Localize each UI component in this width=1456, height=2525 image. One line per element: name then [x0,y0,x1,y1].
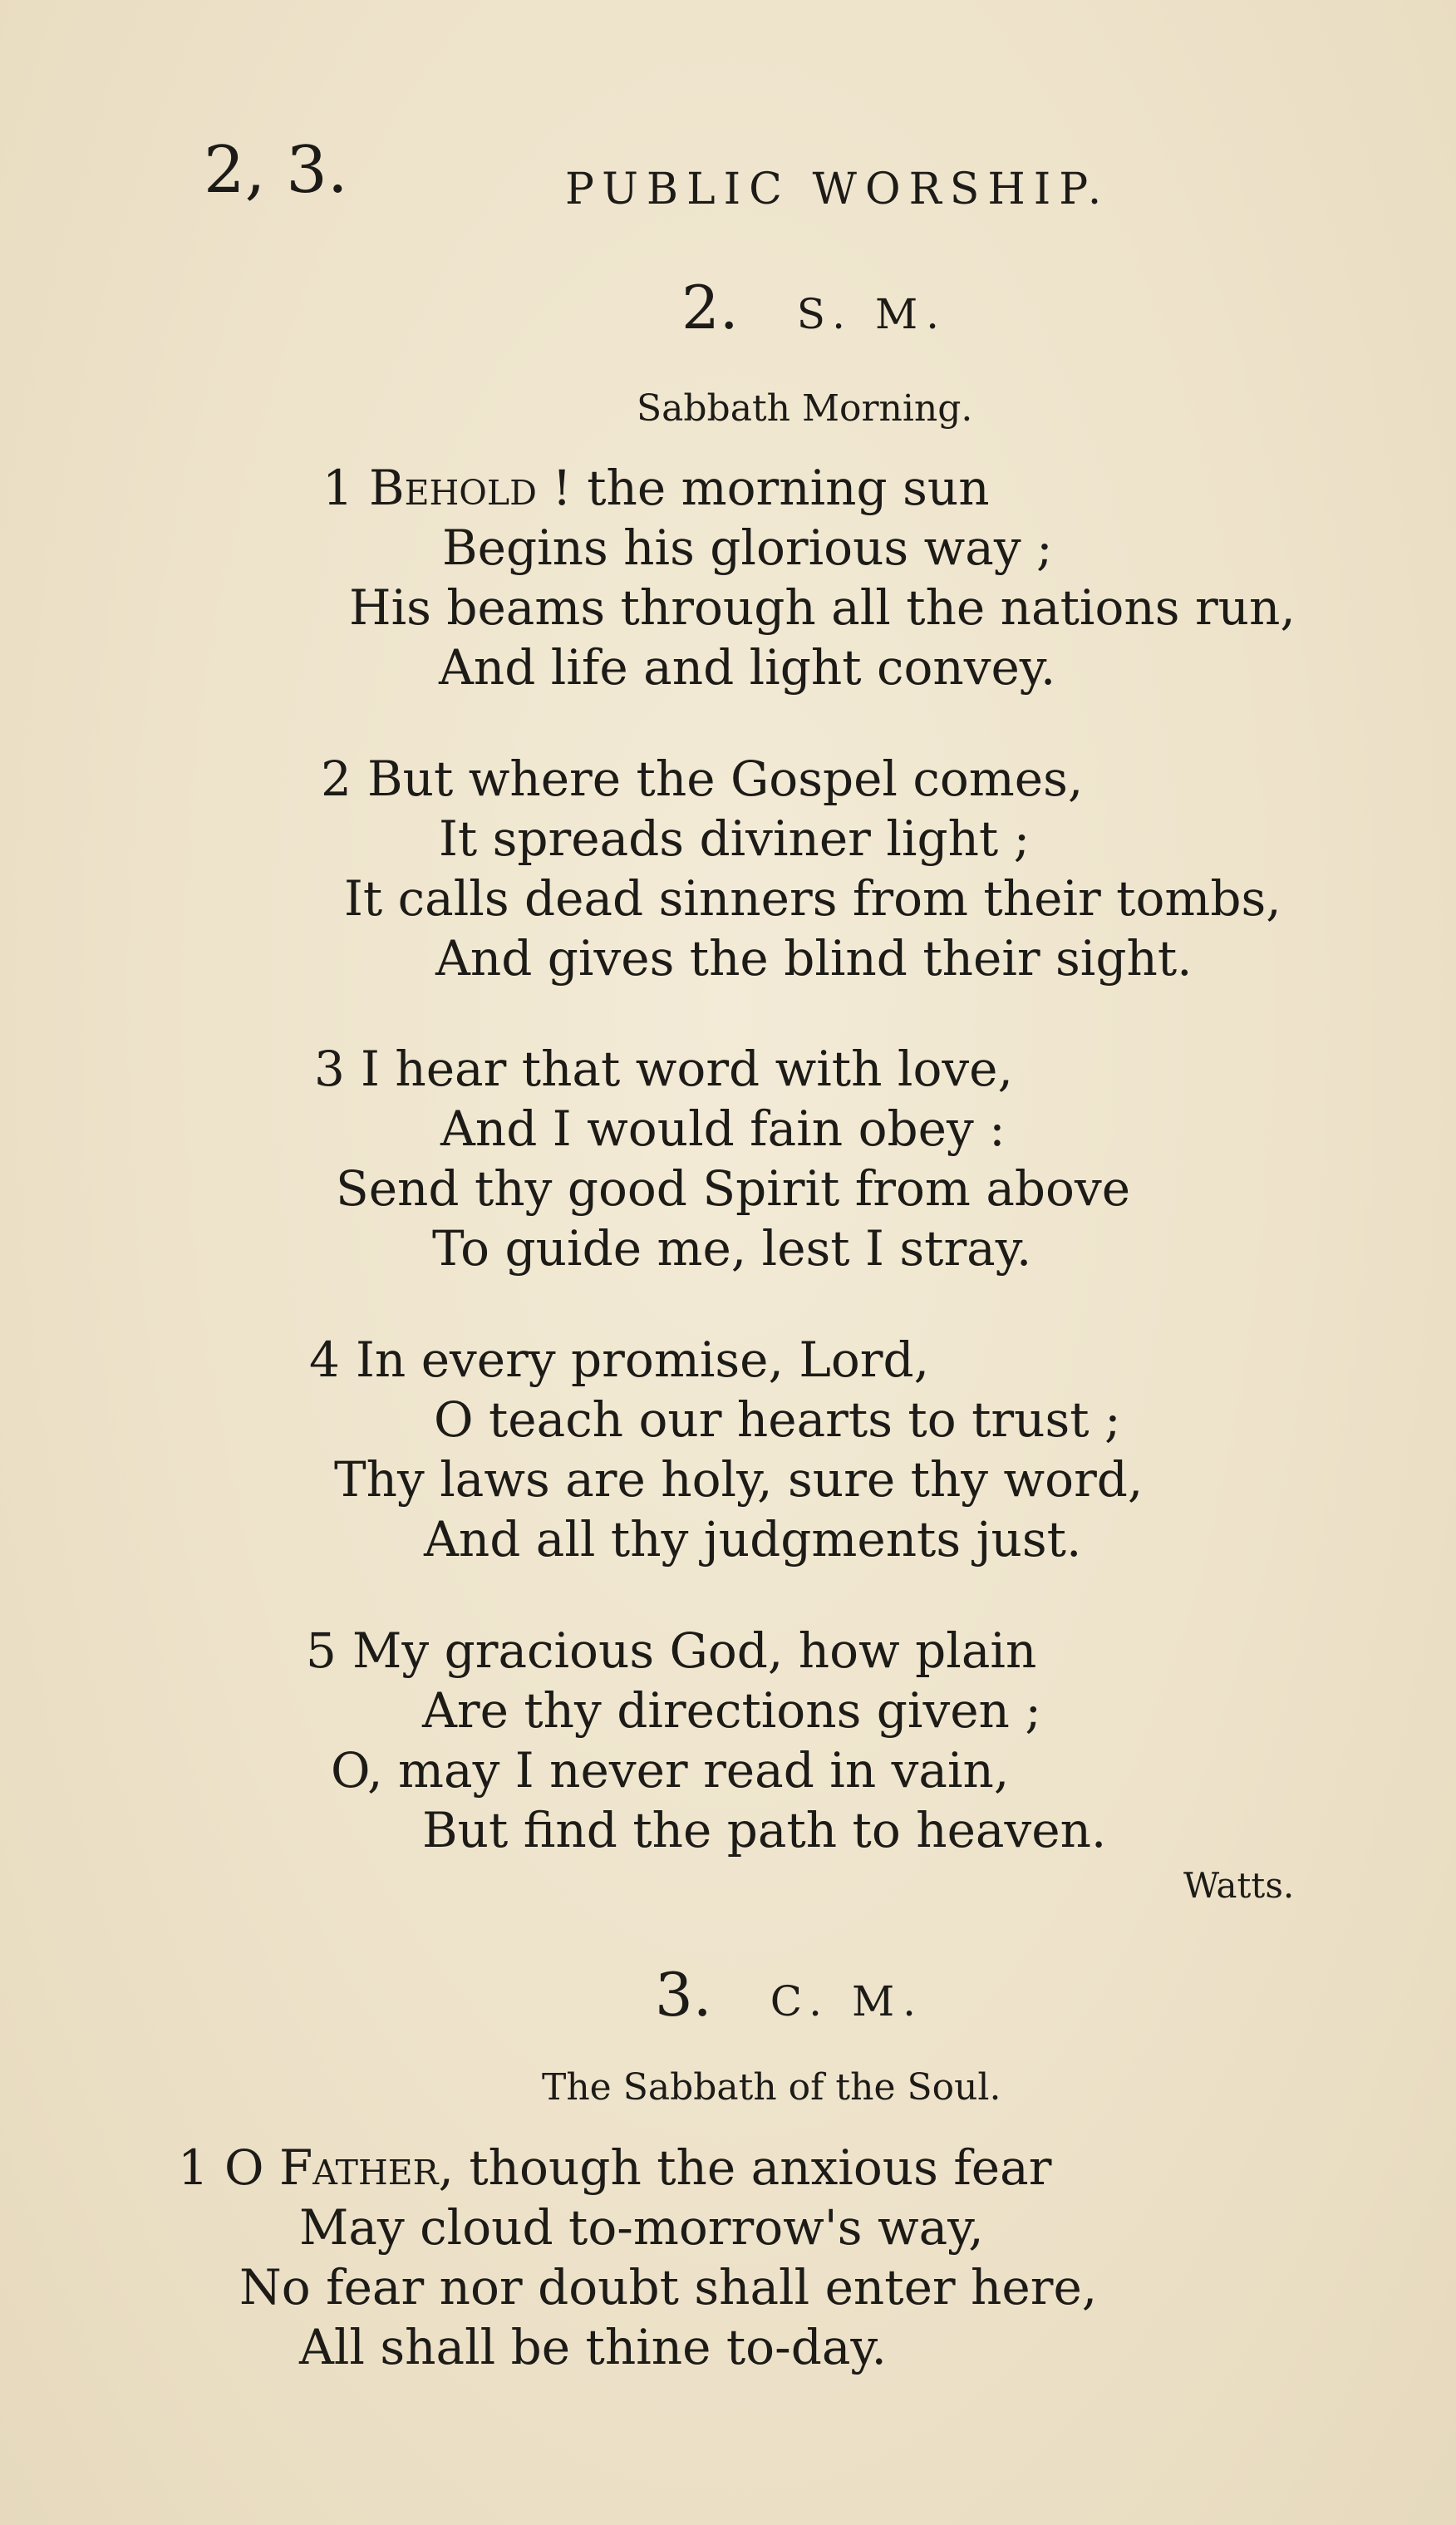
page-number: 2, 3. [204,133,348,208]
verse-line: Are thy directions given ; [422,1682,1041,1739]
attribution: Watts. [1183,1865,1295,1906]
verse-line: And all thy judgments just. [424,1511,1082,1568]
verse-number: 2 [321,751,352,807]
verse-line: His beams through all the nations run, [349,579,1296,636]
verse-first-word: O Father, [224,2139,454,2196]
verse-line: 4 In every promise, Lord, [309,1331,930,1388]
verse-line: O teach our hearts to trust ; [434,1391,1121,1448]
verse-line: Begins his glorious way ; [442,519,1053,576]
hymn-3-heading [655,1960,924,2030]
verse-number: 4 [309,1331,340,1388]
verse-line: No fear nor doubt shall enter here, [239,2259,1098,2316]
verse-line: Send thy good Spirit from above [336,1160,1131,1217]
verse-line: O, may I never read in vain, [331,1742,1010,1799]
hymn-3-subtitle: The Sabbath of the Soul. [542,2066,1001,2109]
verse-line: 5 My gracious God, how plain [306,1622,1037,1679]
verse-line: Thy laws are holy, sure thy word, [334,1451,1144,1508]
hymn-meter: C. M. [770,1977,925,2025]
verse-line: 3 I hear that word with love, [314,1041,1013,1097]
verse-line: But find the path to heaven. [422,1802,1107,1858]
verse-line: To guide me, lest I stray. [432,1220,1032,1277]
hymn-meter: S. M. [796,290,948,338]
hymn-number: 3. [655,1960,712,2030]
verse-line: It calls dead sinners from their tombs, [344,870,1281,927]
verse-line: And I would fain obey : [440,1100,1006,1157]
verse-line: And life and light convey. [439,639,1056,696]
hymn-2-subtitle: Sabbath Morning. [637,387,973,430]
verse-line: 1 Behold ! the morning sun [322,460,990,516]
verse-line: 2 But where the Gospel comes, [321,751,1084,807]
running-title: PUBLIC WORSHIP. [565,165,1110,214]
verse-number: 1 [178,2139,209,2196]
hymn-number: 2. [681,273,739,342]
verse-line: All shall be thine to-day. [299,2319,887,2375]
verse-number: 5 [306,1622,337,1679]
verse-line: May cloud to-morrow's way, [299,2199,984,2256]
verse-number: 1 [322,460,353,516]
verse-line: 1 O Father, though the anxious fear [178,2139,1052,2196]
verse-line: It spreads diviner light ; [439,810,1031,867]
verse-number: 3 [314,1041,345,1097]
hymn-2-heading [681,273,947,342]
verse-line: And gives the blind their sight. [435,930,1193,987]
verse-first-word: Behold [369,460,538,516]
